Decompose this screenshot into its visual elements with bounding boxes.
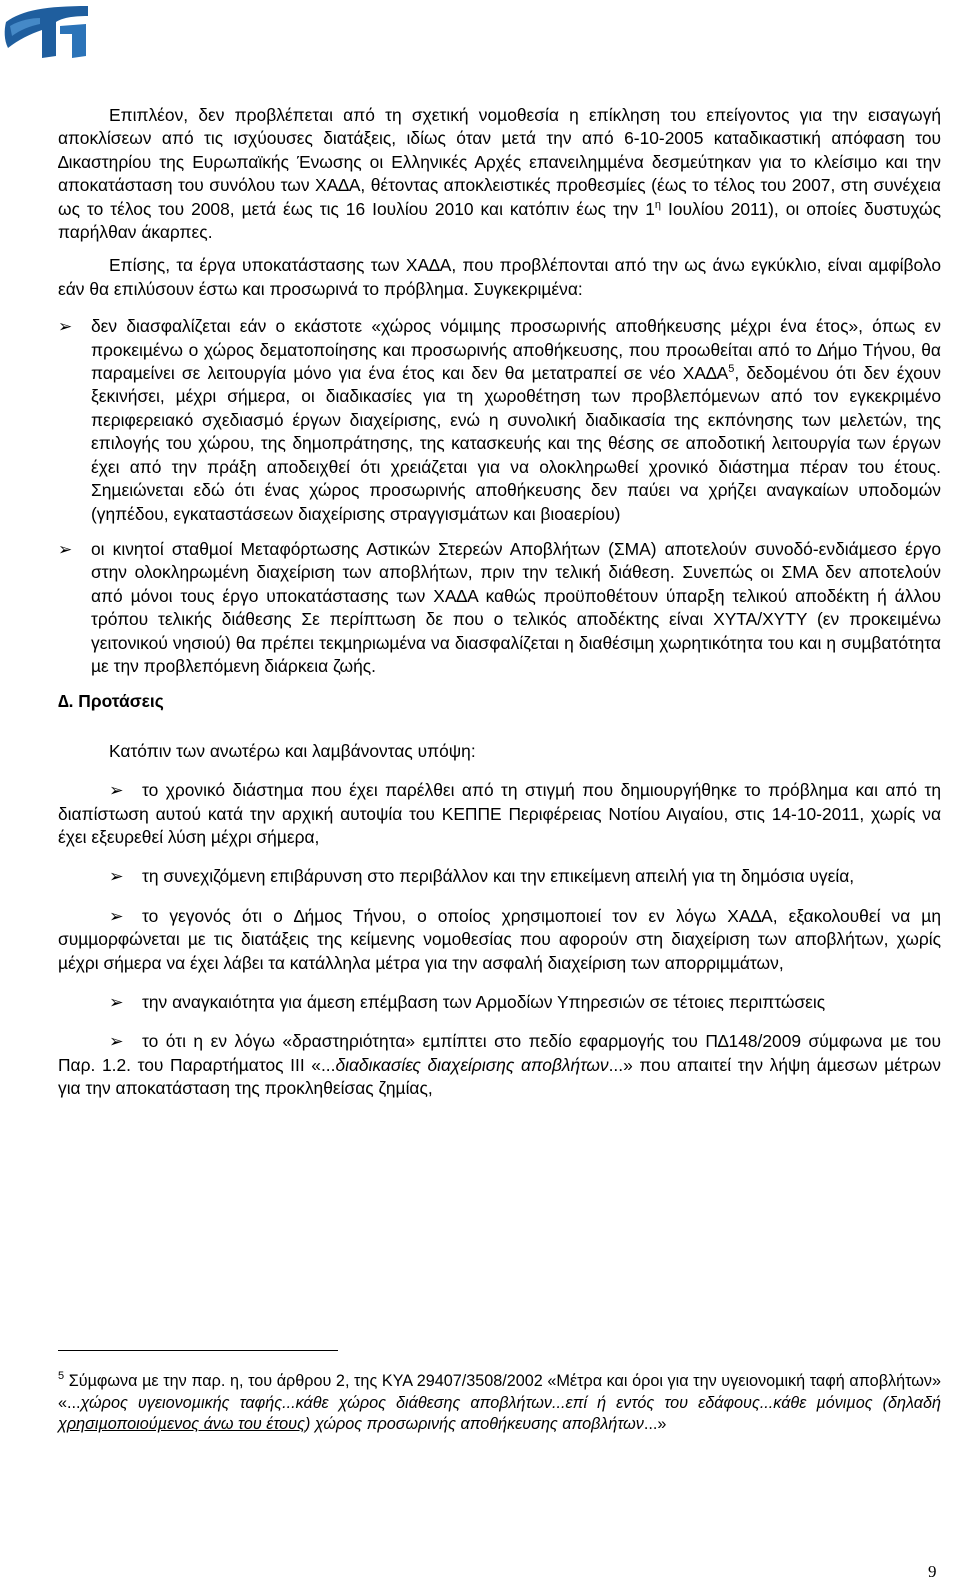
proposal-item — [58, 865, 941, 888]
proposal-item — [58, 779, 941, 849]
proposal-text: τη συνεχιζόµενη επιβάρυνση στο περιβάλλον και την επικείµενη απειλή για τη δηµόσια υγεία, — [142, 866, 855, 887]
footnote-emphasis: χώρος υγειονοµικής ταφής...κάθε χώρος διάθεσης αποβλήτων...επί ή εντός του εδάφους...κάθε µόνιµος (δηλαδή — [80, 1393, 941, 1412]
footnote-text: Σύµφωνα µε την παρ. η, του άρθρου 2, της ΚΥΑ 29407/3508/2002 «Μέτρα και όροι για την υγειονοµική ταφή αποβλήτων» «... — [58, 1372, 941, 1412]
proposal-item — [58, 991, 941, 1014]
footnote-ref: 5 — [728, 363, 735, 376]
bullet-list — [58, 315, 941, 678]
arrow-bullet-icon: ➢ — [109, 780, 124, 801]
page-number: 9 — [928, 1562, 937, 1581]
list-item — [58, 538, 941, 678]
footnote — [58, 1371, 941, 1436]
proposal-text: το χρονικό διάστηµα που έχει παρέλθει από τη στιγµή που δηµιουργήθηκε το πρόβληµα και από τη διαπίστωση αυτού κατά την αρχική αυτοψία του ΚΕΠΠΕ Περιφέρειας Νοτίου Αιγαίου, στις 14-10-2011, χωρίς να έχει εξευρεθεί λύση µέχρι σήµερα, — [58, 780, 941, 847]
paragraph-deadlines-text: Επιπλέον, δεν προβλέπεται από τη σχετική νοµοθεσία η επίκληση του επείγοντος για την εισαγωγή αποκλίσεων από τις ισχύουσες διατάξεις, ιδίως όταν µετά την από 6-10-2005 καταδικαστική απόφαση του ∆ικαστηρίου της Ευρωπαϊκής Ένωσης οι Ελληνικές Αρχές επανειληµµένα δεσµεύτηκαν για το κλείσιµο και την αποκατάσταση του συνόλου των ΧΑ∆Α, θέτοντας αποκλειστικές προθεσµίες (έως το τέλος του 2007, στη συνέχεια ως το τέλος του 2008, µετά έως τις 16 Ιουλίου 2010 και κατόπιν έως την 1 — [58, 105, 941, 219]
proposal-item — [58, 905, 941, 975]
footnote-number: 5 — [58, 1370, 65, 1382]
proposal-text-cont: ...» που απαιτεί την λήψη άµεσων µέτρων για την αποκατάσταση της προκληθείσας ζηµίας, — [58, 1054, 941, 1099]
list-item — [58, 315, 941, 526]
intro-line: Κατόπιν των ανωτέρω και λαµβάνοντας υπόψη: — [109, 740, 476, 761]
arrow-bullet-icon: ➢ — [109, 1031, 124, 1052]
proposal-text: την αναγκαιότητα για άµεση επέµβαση των Αρµοδίων Υπηρεσιών σε τέτοιες περιπτώσεις — [142, 992, 826, 1012]
blue-brush-logo-icon — [2, 0, 92, 62]
arrow-bullet-icon: ➢ — [109, 992, 124, 1012]
footnote-underlined: χρησιµοποιούµενος άνω του έτους — [58, 1415, 305, 1434]
footnote-divider — [58, 1350, 338, 1351]
bullet-text: οι κινητοί σταθµοί Μεταφόρτωσης Αστικών Στερεών Αποβλήτων (ΣΜΑ) αποτελούν συνοδό-ενδιάµεσο έργο στην ολοκληρωµένη διαχείριση των αποβλήτων, πριν την τελική διάθεση. Συνεπώς οι ΣΜΑ δεν αποτελούν από µόνοι τους έργο υποκατάστασης των ΧΑ∆Α καθώς προϋποθέτουν ύπαρξη τελικού αποδέκτη ή άλλου τρόπου τελικής διάθεσης Σε περίπτωση δε που ο τελικός αποδέκτης είναι ΧΥΤΑ/ΧΥΤΥ (εν προκειµένω γειτονικού νησιού) θα πρέπει τεκµηριωµένα να διασφαλίζεται η διαθέσιµη χωρητικότητα του και η συµβατότητα µε την προβλεπόµενη διάρκεια ζωής. — [91, 538, 941, 676]
arrow-bullet-icon: ➢ — [58, 317, 73, 337]
arrow-bullet-icon: ➢ — [109, 866, 124, 887]
document-body — [58, 104, 941, 1101]
bullet-text-cont: , δεδοµένου ότι δεν έχουν ξεκινήσει, µέχρι σήµερα, οι διαδικασίες για τη χωροθέτηση των προβλεπόµενων από τον εγκεκριµένο περιφερειακό σχεδιασµό έργων διαχείρισης, ενώ η συνολική διαδικασία της εκπόνησης των µελετών, της επιλογής του χώρου, της δηµοπράτησης, της κατασκευής και της θέσης σε αποδοτική λειτουργία των έργων έχει από την πράξη αποδειχθεί ότι χρειάζεται για να ολοκληρωθεί χρονικό διάστηµα πέραν του έτους. Σηµειώνεται εδώ ότι ένας χώρος προσωρινής αποθήκευσης δεν παύει να χρήζει αναγκαίων υποδοµών (γηπέδου, εγκαταστάσεων διαχείρισης στραγγισµάτων και βιοαερίου) — [91, 363, 941, 524]
bullet-text: δεν διασφαλίζεται εάν ο εκάστοτε «χώρος νόµιµης προσωρινής αποθήκευσης µέχρι ένα έτος», όπως εν προκειµένω ο χώρος δεµατοποίησης και προσωρινής αποθήκευσης, που προωθείται από το ∆ήµο Τήνου, θα παραµείνει σε λειτουργία µόνο για ένα έτος και δεν θα µετατραπεί σε νέο ΧΑ∆Α — [91, 316, 941, 384]
paragraph-deadlines — [58, 104, 941, 244]
paragraph-substitution-works: Επίσης, τα έργα υποκατάστασης των ΧΑ∆Α, που προβλέπονται από την ως άνω εγκύκλιο, είναι αµφίβολο εάν θα επιλύσουν έστω και προσωρινά το πρόβληµα. Συγκεκριµένα: — [58, 255, 941, 299]
proposal-emphasis: διαδικασίες διαχείρισης αποβλήτων — [335, 1054, 609, 1075]
footnote-text-end: ...» — [643, 1415, 667, 1434]
proposal-text: το ότι η εν λόγω «δραστηριότητα» εµπίπτει στο πεδίο εφαρµογής του Π∆148/2009 σύµφωνα µε του Παρ. 1.2. του Παραρτήµατος ΙΙΙ «... — [58, 1031, 941, 1075]
proposal-item — [58, 1030, 941, 1100]
paragraph-deadlines-tail: Ιουλίου 2011), οι οποίες δυστυχώς παρήλθαν άκαρπες. — [58, 198, 941, 243]
superscript-eta: η — [654, 198, 661, 211]
arrow-bullet-icon: ➢ — [109, 905, 124, 926]
footnote-emphasis-cont: ) χώρος προσωρινής αποθήκευσης αποβλήτων — [304, 1415, 644, 1434]
arrow-bullet-icon: ➢ — [58, 539, 73, 559]
section-heading: ∆. Προτάσεις — [58, 691, 164, 712]
proposal-text: το γεγονός ότι ο ∆ήµος Τήνου, ο οποίος χρησιµοποιεί τον εν λόγω ΧΑ∆Α, εξακολουθεί να µη συµµορφώνεται µε τις διατάξεις της κείµενης νοµοθεσίας που αφορούν στη διαχείριση των αποβλήτων, χωρίς µέχρι σήµερα να έχει λάβει τα κατάλληλα µέτρα για την ασφαλή διαχείριση των απορριµµάτων, — [58, 905, 941, 973]
